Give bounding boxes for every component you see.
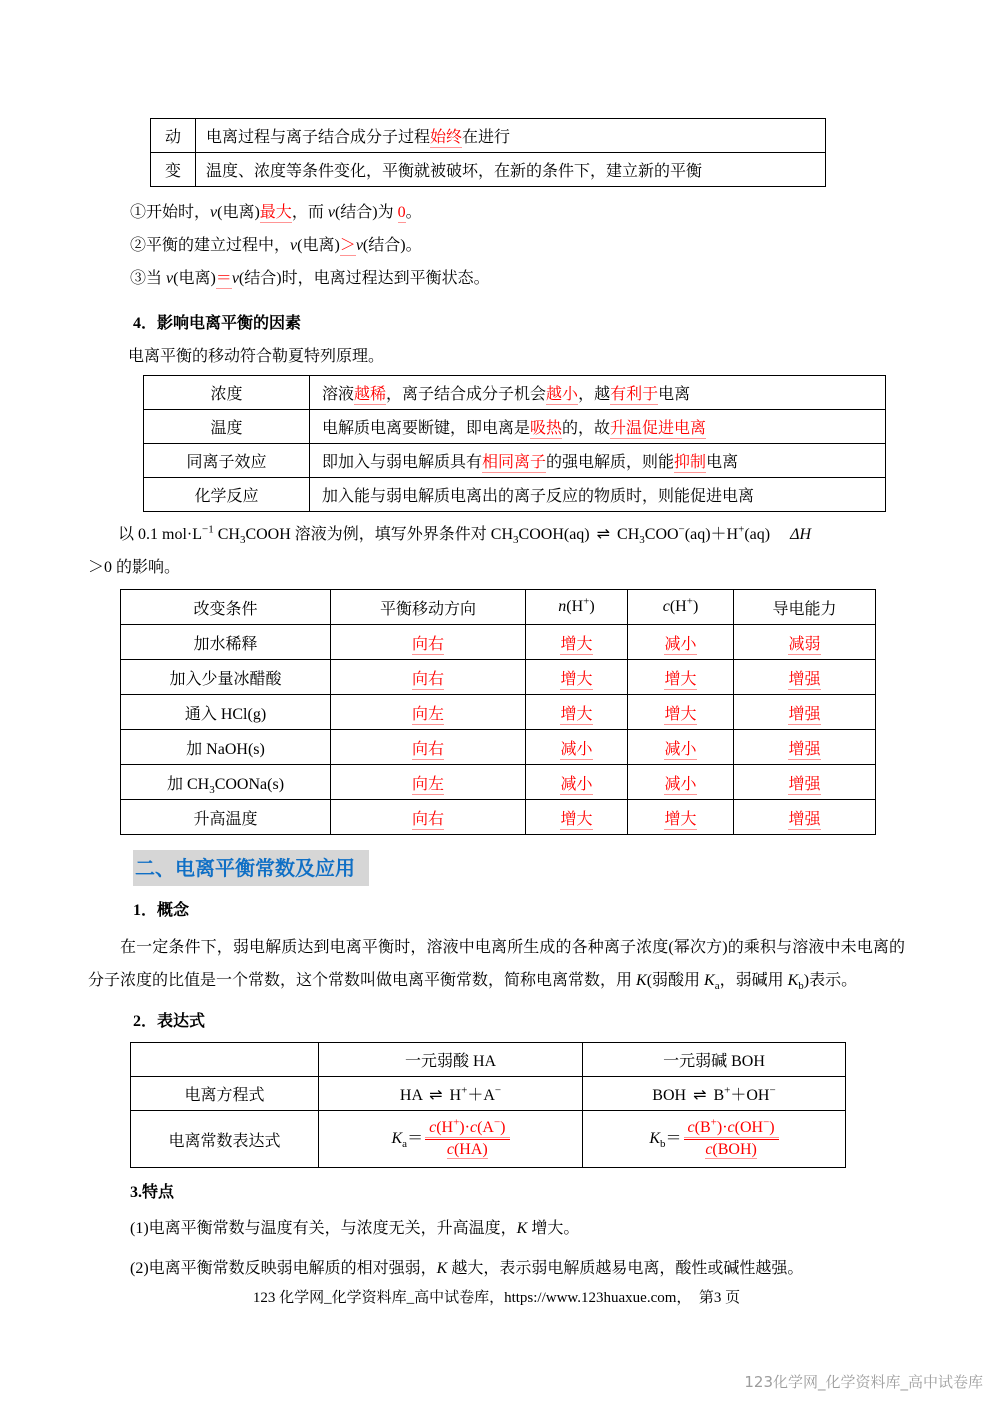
- c-cell: 减小: [628, 765, 734, 800]
- factor-desc: 即加入与弱电解质具有相同离子的强电解质，则能抑制电离: [310, 444, 886, 478]
- table-row: [131, 1077, 846, 1111]
- conductivity-cell: 增强: [734, 660, 876, 695]
- table-row: [144, 410, 886, 444]
- ka-fraction: $\frac{c(H^+)\cdot c(A^-)}{c(HA)}$: [425, 1119, 509, 1159]
- ionization-equation-base: BOH ⇌ B+＋OH−: [583, 1077, 846, 1111]
- c-cell: 增大: [628, 800, 734, 835]
- factor-desc: 溶液越稀，离子结合成分子机会越小，越有利于电离: [310, 376, 886, 410]
- condition-cell: 加 NaOH(s): [121, 730, 331, 765]
- kb-fraction: $\frac{c(B^+)\cdot c(OH^-)}{\text{c(BOH)}}$: [684, 1119, 779, 1159]
- point-1: ①开始时，v(电离)最大，而 v(结合)为 0。: [130, 204, 422, 221]
- expression-table: [130, 1042, 846, 1168]
- example-line-1: 以 0.1 $mol\cdot L^{-1}$ $CH_3COOH$ 溶液为例，填写外界条件对 $CH_3COOH(aq)$ ⇌ $CH_3COO^-(aq)+H^+(aq)$ ΔH: [118, 523, 812, 547]
- c-cell: 增大: [628, 660, 734, 695]
- kb-symbol: $K_b=$: [649, 1129, 682, 1150]
- factor-label: 同离子效应: [144, 444, 310, 478]
- header-n-h: n(H+): [526, 590, 628, 625]
- table-row: [151, 119, 826, 153]
- kb-expression: [583, 1111, 846, 1168]
- state-key: 变: [151, 153, 196, 187]
- row-label-equation: 电离方程式: [131, 1077, 319, 1111]
- c-cell: 增大: [628, 695, 734, 730]
- concept-paragraph: 在一定条件下，弱电解质达到电离平衡时，溶液中电离所生成的各种离子浓度(幂次方)的乘积与溶液中未电离的分子浓度的比值是一个常数，这个常数叫做电离平衡常数，简称电离常数，用 K(弱酸用 $K_a$，弱碱用 $K_b$)表示。: [88, 939, 905, 993]
- concept-heading: 1．概念: [133, 902, 190, 919]
- header-weak-acid: 一元弱酸 HA: [319, 1043, 583, 1077]
- conductivity-cell: 减弱: [734, 625, 876, 660]
- ionization-equation-acid: HA ⇌ H+＋A−: [319, 1077, 583, 1111]
- n-cell: 增大: [526, 660, 628, 695]
- table-row: [151, 153, 826, 187]
- condition-cell: 加入少量冰醋酸: [121, 660, 331, 695]
- watermark-text: 123化学网_化学资料库_高中试卷库: [744, 1373, 983, 1391]
- header-condition: 改变条件: [121, 590, 331, 625]
- header-direction: 平衡移动方向: [331, 590, 526, 625]
- table-row: [131, 1111, 846, 1168]
- ka-symbol: $K_a=$: [391, 1129, 424, 1150]
- header-c-h: c(H+): [628, 590, 734, 625]
- expression-heading: 2．表达式: [133, 1013, 206, 1030]
- conductivity-cell: 增强: [734, 695, 876, 730]
- c-cell: 减小: [628, 730, 734, 765]
- direction-cell: 向右: [331, 730, 526, 765]
- header-conductivity: 导电能力: [734, 590, 876, 625]
- table-row: [144, 376, 886, 410]
- factor-label: 化学反应: [144, 478, 310, 512]
- table-row: [121, 625, 876, 660]
- page-footer: [0, 1286, 993, 1307]
- factors-table: [143, 375, 886, 512]
- conductivity-cell: 增强: [734, 765, 876, 800]
- condition-cell: 加 $CH_3COONa(s)$: [121, 765, 331, 800]
- direction-cell: 向右: [331, 800, 526, 835]
- direction-cell: 向左: [331, 695, 526, 730]
- empty-header-cell: [131, 1043, 319, 1077]
- row-label-constant: 电离常数表达式: [131, 1111, 319, 1168]
- state-desc: 温度、浓度等条件变化，平衡就被破坏，在新的条件下，建立新的平衡: [196, 153, 826, 187]
- feature-1: (1)电离平衡常数与温度有关，与浓度无关，升高温度，K 增大。: [130, 1220, 580, 1237]
- footer-site-label: 123 化学网_化学资料库_高中试卷库，: [252, 1290, 505, 1306]
- point-3: ③当 v(电离)＝v(结合)时，电离过程达到平衡状态。: [130, 270, 490, 287]
- point-2: ②平衡的建立过程中，v(电离)＞v(结合)。: [130, 237, 422, 254]
- state-desc: 电离过程与离子结合成分子过程始终在进行: [196, 119, 826, 153]
- feature-heading: 3.特点: [130, 1184, 175, 1201]
- equilibrium-state-table: [150, 118, 826, 187]
- example-paragraph: [88, 517, 905, 584]
- ka-expression: [319, 1111, 583, 1168]
- direction-cell: 向左: [331, 765, 526, 800]
- section4-heading: 4．影响电离平衡的因素: [133, 315, 302, 332]
- conductivity-cell: 增强: [734, 800, 876, 835]
- effect-table: [120, 589, 876, 835]
- direction-cell: 向右: [331, 660, 526, 695]
- table-row: [121, 730, 876, 765]
- factor-label: 温度: [144, 410, 310, 444]
- n-cell: 增大: [526, 625, 628, 660]
- state-key: 动: [151, 119, 196, 153]
- footer-page-number: ， 第3 页: [676, 1290, 741, 1306]
- example-line-2: ＞0 的影响。: [88, 559, 181, 576]
- table-row: [121, 695, 876, 730]
- table-header-row: [131, 1043, 846, 1077]
- table-row: [121, 660, 876, 695]
- table-row: [144, 478, 886, 512]
- footer-url-link[interactable]: https://www.123huaxue.com: [504, 1290, 677, 1306]
- condition-cell: 加水稀释: [121, 625, 331, 660]
- n-cell: 增大: [526, 695, 628, 730]
- n-cell: 减小: [526, 765, 628, 800]
- feature-2: (2)电离平衡常数反映弱电解质的相对强弱，K 越大，表示弱电解质越易电离，酸性或碱性越强。: [130, 1260, 804, 1277]
- factor-desc: 加入能与弱电解质电离出的离子反应的物质时，则能促进电离: [310, 478, 886, 512]
- table-row: [144, 444, 886, 478]
- table-row: [121, 765, 876, 800]
- direction-cell: 向右: [331, 625, 526, 660]
- condition-cell: 通入 HCl(g): [121, 695, 331, 730]
- factor-label: 浓度: [144, 376, 310, 410]
- table-header-row: [121, 590, 876, 625]
- n-cell: 增大: [526, 800, 628, 835]
- c-cell: 减小: [628, 625, 734, 660]
- header-weak-base: 一元弱碱 BOH: [583, 1043, 846, 1077]
- condition-cell: 升高温度: [121, 800, 331, 835]
- table-row: [121, 800, 876, 835]
- section2-heading: 二、电离平衡常数及应用: [133, 850, 369, 886]
- conductivity-cell: 增强: [734, 730, 876, 765]
- factor-desc: 电解质电离要断键，即电离是吸热的，故升温促进电离: [310, 410, 886, 444]
- section4-intro: 电离平衡的移动符合勒夏特列原理。: [128, 348, 385, 365]
- n-cell: 减小: [526, 730, 628, 765]
